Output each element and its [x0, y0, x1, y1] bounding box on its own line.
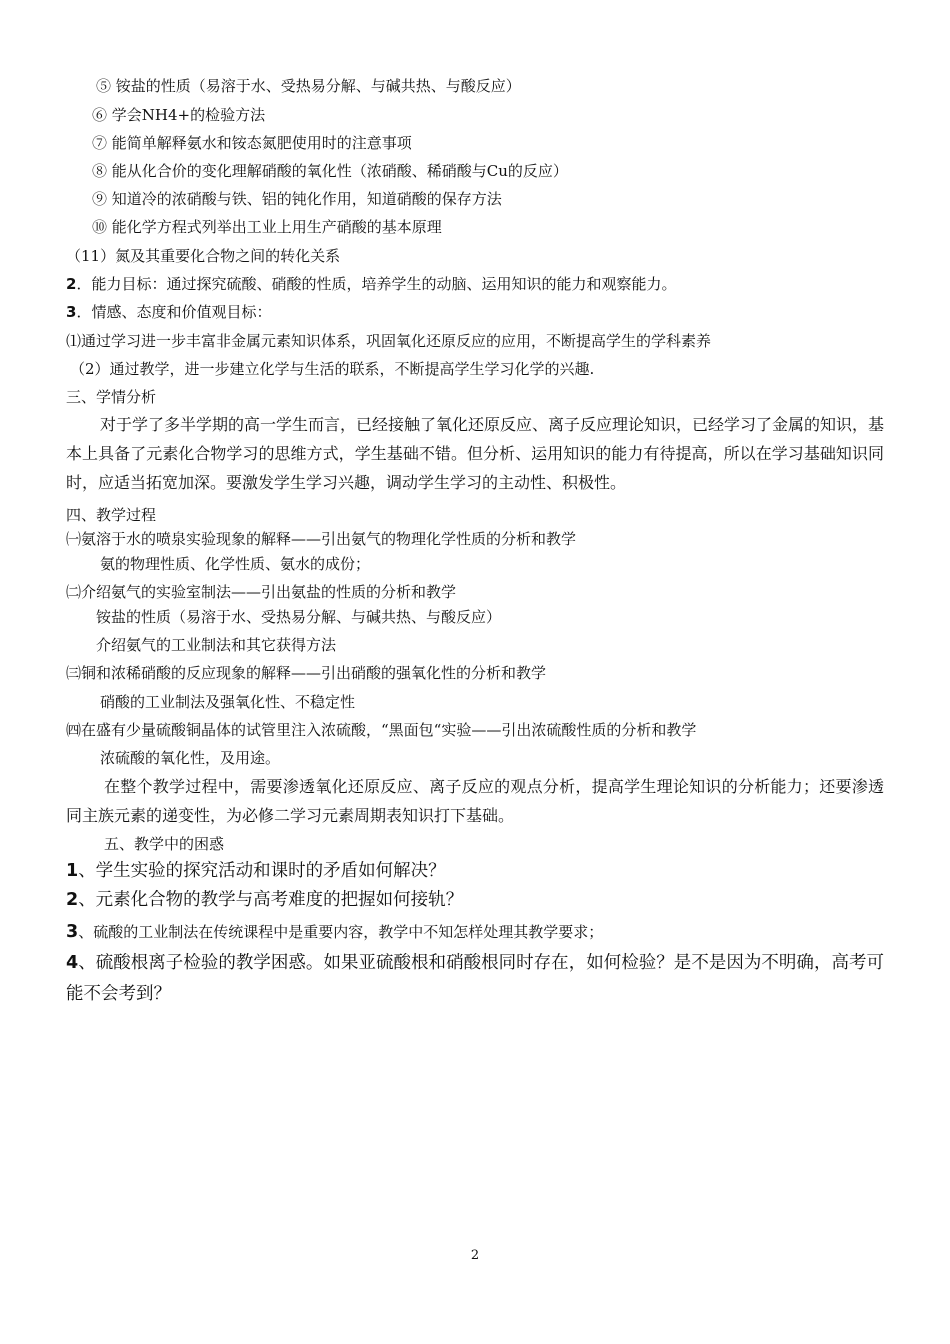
objective-item-9: ⑨ 知道冷的浓硝酸与铁、铝的钝化作用，知道硝酸的保存方法 [92, 190, 502, 208]
confusion-item-2 [66, 888, 463, 912]
ability-goal-number: 2 [66, 275, 77, 293]
process-step-1: ㈠氨溶于水的喷泉实验现象的解释——引出氨气的物理化学性质的分析和教学 [66, 530, 577, 548]
objective-item-11: （11）氮及其重要化合物之间的转化关系 [66, 247, 341, 265]
section3-paragraph: 对于学了多半学期的高一学生而言，已经接触了氧化还原反应、离子反应理论知识，已经学习了金属的知识，基本上具备了元素化合物学习的思维方式，学生基础不错。但分析、运用知识的能力有待提高，所以在学习基础知识同时，应适当拓宽加深。要激发学生学习兴趣，调动学生学习的主动性、积极性。 [66, 415, 885, 492]
confusion-item-1 [66, 859, 446, 883]
emotion-goal [66, 302, 271, 322]
confusion-number-4: 4 [66, 953, 79, 973]
objective-item-5: ⑤ 铵盐的性质（易溶于水、受热易分解、与碱共热、与酸反应） [96, 77, 521, 95]
emotion-goal-text: ．情感、态度和价值观目标： [76, 303, 272, 321]
page-number: 2 [470, 1248, 480, 1263]
process-step-3-detail: 硝酸的工业制法及强氧化性、不稳定性 [100, 693, 356, 711]
confusion-text-3: 、硫酸的工业制法在传统课程中是重要内容，教学中不知怎样处理其教学要求； [78, 923, 604, 941]
section4-heading: 四、教学过程 [66, 506, 157, 524]
confusion-text-1: 、学生实验的探究活动和课时的矛盾如何解决？ [78, 861, 446, 881]
confusion-text-4: 、硫酸根离子检验的教学困惑。如果亚硫酸根和硝酸根同时存在，如何检验？是不是因为不明确，高考可能不会考到？ [66, 953, 884, 1004]
emotion-item-2: （2）通过教学，进一步建立化学与生活的联系，不断提高学生学习化学的兴趣. [70, 360, 595, 378]
process-step-2-detail-2: 介绍氨气的工业制法和其它获得方法 [96, 636, 337, 654]
confusion-text-2: 、元素化合物的教学与高考难度的把握如何接轨？ [78, 890, 464, 910]
ability-goal-text: ．能力目标：通过探究硫酸、硝酸的性质，培养学生的动脑、运用知识的能力和观察能力。 [76, 275, 677, 293]
ability-goal [66, 274, 676, 294]
objective-item-10: ⑩ 能化学方程式列举出工业上用生产硝酸的基本原理 [92, 218, 442, 236]
section5-heading: 五、教学中的困惑 [104, 835, 225, 853]
confusion-item-3 [66, 920, 603, 944]
confusion-number-2: 2 [66, 890, 79, 910]
objective-item-7: ⑦ 能简单解释氨水和铵态氮肥使用时的注意事项 [92, 134, 412, 152]
process-step-1-detail: 氨的物理性质、化学性质、氨水的成份； [100, 555, 371, 573]
emotion-goal-number: 3 [66, 303, 77, 321]
process-step-2-detail-1: 铵盐的性质（易溶于水、受热易分解、与碱共热、与酸反应） [96, 608, 502, 626]
process-step-3: ㈢铜和浓稀硝酸的反应现象的解释——引出硝酸的强氧化性的分析和教学 [66, 664, 547, 682]
process-paragraph: 在整个教学过程中，需要渗透氧化还原反应、离子反应的观点分析，提高学生理论知识的分析能力；还要渗透同主族元素的递变性，为必修二学习元素周期表知识打下基础。 [66, 777, 884, 825]
confusion-number-1: 1 [66, 861, 79, 881]
emotion-item-1: ⑴通过学习进一步丰富非金属元素知识体系，巩固氧化还原反应的应用，不断提高学生的学科素养 [66, 332, 712, 350]
confusion-number-3: 3 [66, 922, 79, 942]
process-step-4: ㈣在盛有少量硫酸铜晶体的试管里注入浓硫酸，“黑面包“实验——引出浓硫酸性质的分析和教学 [66, 721, 697, 739]
section3-heading: 三、学情分析 [66, 388, 157, 406]
objective-item-6: ⑥ 学会NH4+的检验方法 [92, 106, 266, 124]
process-step-4-detail: 浓硫酸的氧化性，及用途。 [100, 749, 281, 767]
objective-item-8: ⑧ 能从化合价的变化理解硝酸的氧化性（浓硝酸、稀硝酸与Cu的反应） [92, 162, 568, 180]
confusion-item-4 [66, 948, 884, 1010]
process-step-2: ㈡介绍氨气的实验室制法——引出氨盐的性质的分析和教学 [66, 583, 457, 601]
